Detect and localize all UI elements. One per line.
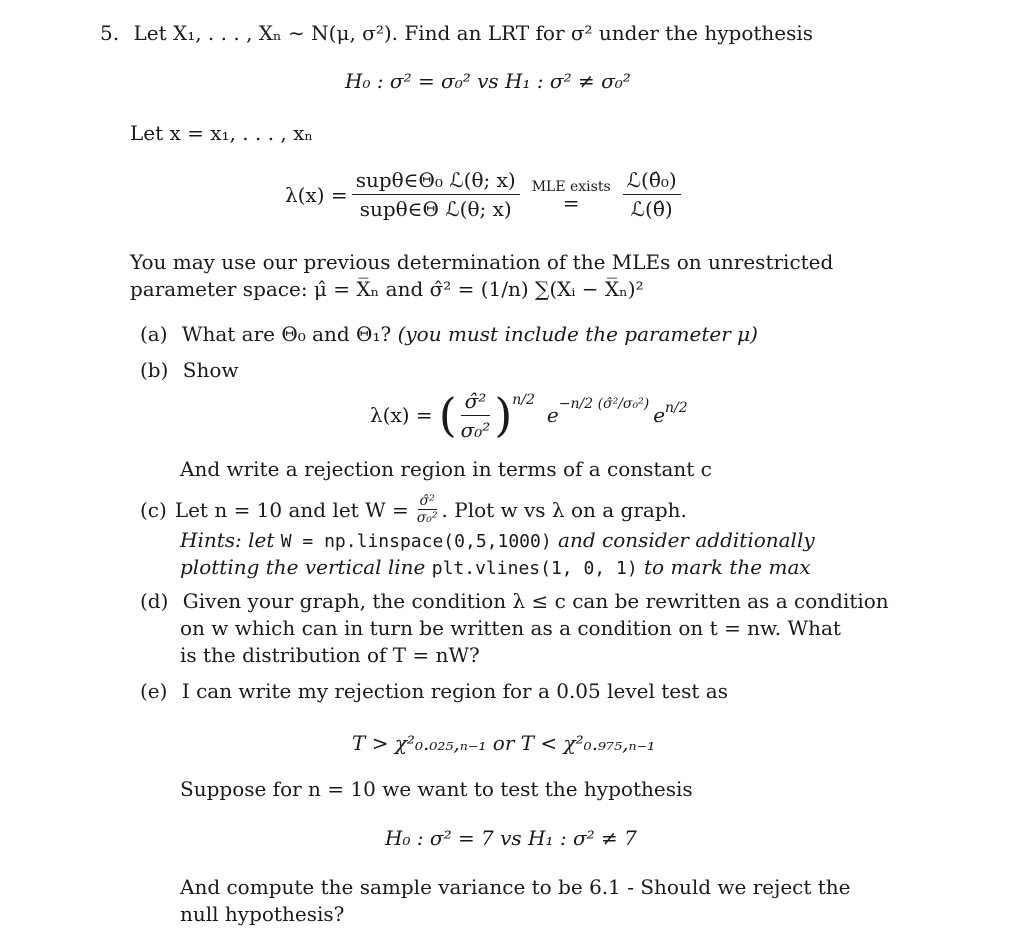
problem-number: 5. (100, 21, 120, 45)
part-b-e1: e (546, 403, 559, 427)
part-b-e2: e (653, 403, 666, 427)
part-c-hint-1 (180, 527, 815, 555)
part-a-label: (a) (140, 322, 168, 346)
lrt-denominator-mle: ℒ(θ̂) (630, 197, 673, 221)
lrt-numerator: supθ∈Θ₀ ℒ(θ; x) (352, 168, 520, 195)
part-b-lhs: λ(x) = (370, 403, 433, 427)
part-c-prefix: Let n = 10 and let W = (174, 497, 409, 522)
part-e-line3: And compute the sample variance to be 6.1 - Should we reject the (180, 875, 851, 899)
part-c-w-num: σ̂² (419, 493, 435, 509)
part-d-line3: is the distribution of T = nW? (180, 643, 480, 667)
part-c-suffix: . Plot w vs λ on a graph. (441, 497, 687, 522)
part-e-hypothesis: H₀ : σ² = 7 vs H₁ : σ² ≠ 7 (385, 826, 637, 850)
mle-label: MLE exists (531, 178, 611, 195)
mle-equals: MLE exists = (531, 178, 611, 215)
part-a (140, 321, 758, 347)
part-b-ratio-den: σ₀² (460, 417, 491, 442)
part-b-exp2: −n/2 (σ̂²/σ₀²) (558, 396, 650, 412)
part-c-hint-2 (180, 554, 811, 582)
part-c-hint-code2: plt.vlines(1, 0, 1) (431, 558, 638, 579)
problem-intro-text: Let X₁, . . . , Xₙ ∼ N(μ, σ²). Find an LRT for σ² under the hypothesis (133, 21, 814, 45)
part-c-label: (c) (140, 497, 167, 522)
lrt-lhs: λ(x) = (285, 182, 348, 207)
part-c-hint-mid: and consider additionally (558, 528, 815, 552)
part-c-hint-prefix: Hints: let (180, 528, 275, 552)
part-c-w-ratio (415, 494, 440, 525)
part-b-formula: λ(x) = ( $\frac{\text{σ̂²}}{\text{σ₀²}}$ ) n/2 e −n/2 (σ̂²/σ₀²) e n/2 (370, 388, 688, 442)
part-e-region: T > χ²₀.₀₂₅,ₙ₋₁ or T < χ²₀.₉₇₅,ₙ₋₁ (352, 731, 656, 755)
lrt-fraction (352, 168, 520, 221)
hypothesis-main: H₀ : σ² = σ₀² vs H₁ : σ² ≠ σ₀² (345, 69, 631, 93)
part-b-ratio-num: σ̂² (461, 389, 491, 416)
lrt-definition (285, 168, 685, 221)
part-d-line2: on w which can in turn be written as a condition on t = nw. What (180, 616, 841, 640)
lrt-numerator-mle: ℒ(θ̂₀) (623, 168, 681, 195)
mle-statement-2: parameter space: μ̂ = X̅ₙ and σ̂² = (1/n) ∑(Xᵢ − X̅ₙ)² (130, 277, 644, 301)
lrt-denominator: supθ∈Θ ℒ(θ; x) (359, 197, 512, 221)
lrt-fraction-mle (623, 168, 681, 221)
part-c (140, 494, 687, 525)
part-d-line1: Given your graph, the condition λ ≤ c can be rewritten as a condition (182, 589, 889, 613)
part-a-text: What are Θ₀ and Θ₁? (181, 322, 392, 346)
mle-statement-1: You may use our previous determination of the MLEs on unrestricted (130, 250, 834, 274)
part-b-exp1: n/2 (512, 392, 535, 408)
let-x-definition: Let x = x₁, . . . , xₙ (130, 121, 314, 145)
part-e-line1: I can write my rejection region for a 0.05 level test as (181, 679, 728, 703)
part-d (140, 588, 889, 614)
part-d-label: (d) (140, 589, 169, 613)
part-b (140, 357, 239, 383)
part-a-note: (you must include the parameter μ) (397, 322, 758, 346)
part-c-hint2-prefix: plotting the vertical line (180, 555, 426, 579)
part-b-label: (b) (140, 358, 169, 382)
part-b-ratio (457, 389, 495, 442)
part-e-line2: Suppose for n = 10 we want to test the hypothesis (180, 777, 693, 801)
part-b-text: Show (182, 358, 239, 382)
part-e (140, 678, 728, 704)
part-c-hint2-suffix: to mark the max (644, 555, 811, 579)
part-e-line4: null hypothesis? (180, 902, 345, 926)
part-c-hint-code1: W = np.linspace(0,5,1000) (280, 531, 552, 552)
part-b-exp3: n/2 (665, 400, 688, 416)
part-b-followup: And write a rejection region in terms of a constant c (180, 457, 712, 481)
part-e-label: (e) (140, 679, 168, 703)
problem-intro (100, 20, 813, 46)
part-c-w-den: σ₀² (416, 510, 438, 526)
